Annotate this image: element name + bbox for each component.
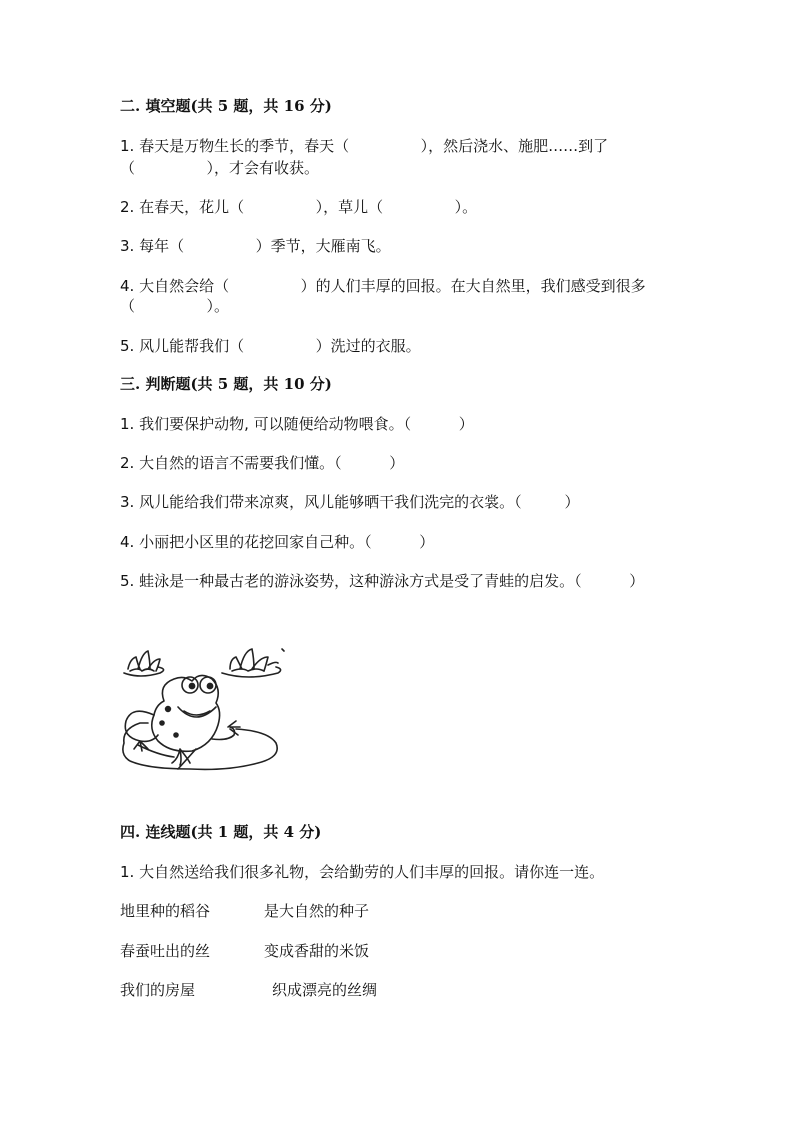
frog-on-lily-pad-illustration — [118, 645, 288, 777]
match-left-item: 我们的房屋 — [120, 981, 196, 999]
fill-q4-line2: （ ）。 — [120, 297, 230, 315]
match-right-item: 是大自然的种子 — [264, 902, 370, 920]
fill-q4-line1: 4. 大自然会给（ ）的人们丰厚的回报。在大自然里，我们感受到很多 — [120, 277, 646, 295]
judge-q3: 3. 风儿能给我们带来凉爽，风儿能够晒干我们洗完的衣裳。（ ） — [120, 493, 580, 511]
fill-q3: 3. 每年（ ）季节，大雁南飞。 — [120, 237, 391, 255]
judge-q2: 2. 大自然的语言不需要我们懂。（ ） — [120, 454, 405, 472]
section-3-heading: 三. 判断题(共 5 题，共 10 分) — [120, 375, 332, 393]
judge-q1: 1. 我们要保护动物, 可以随便给动物喂食。（ ） — [120, 415, 474, 433]
judge-q4: 4. 小丽把小区里的花挖回家自己种。（ ） — [120, 533, 435, 551]
match-left-item: 春蚕吐出的丝 — [120, 942, 211, 960]
judge-q5: 5. 蛙泳是一种最古老的游泳姿势，这种游泳方式是受了青蛙的启发。（ ） — [120, 572, 645, 590]
match-left-item: 地里种的稻谷 — [120, 902, 211, 920]
match-right-item: 织成漂亮的丝绸 — [272, 981, 378, 999]
match-right-item: 变成香甜的米饭 — [264, 942, 370, 960]
section-2-heading: 二. 填空题(共 5 题，共 16 分) — [120, 97, 332, 115]
section-4-heading: 四. 连线题(共 1 题，共 4 分) — [120, 823, 322, 841]
fill-q1-line2: （ ），才会有收获。 — [120, 159, 320, 177]
fill-q2: 2. 在春天，花儿（ ），草儿（ ）。 — [120, 198, 478, 216]
fill-q5: 5. 风儿能帮我们（ ）洗过的衣服。 — [120, 337, 421, 355]
match-q1: 1. 大自然送给我们很多礼物，会给勤劳的人们丰厚的回报。请你连一连。 — [120, 863, 605, 881]
fill-q1-line1: 1. 春天是万物生长的季节，春天（ ），然后浇水、施肥……到了 — [120, 137, 609, 155]
